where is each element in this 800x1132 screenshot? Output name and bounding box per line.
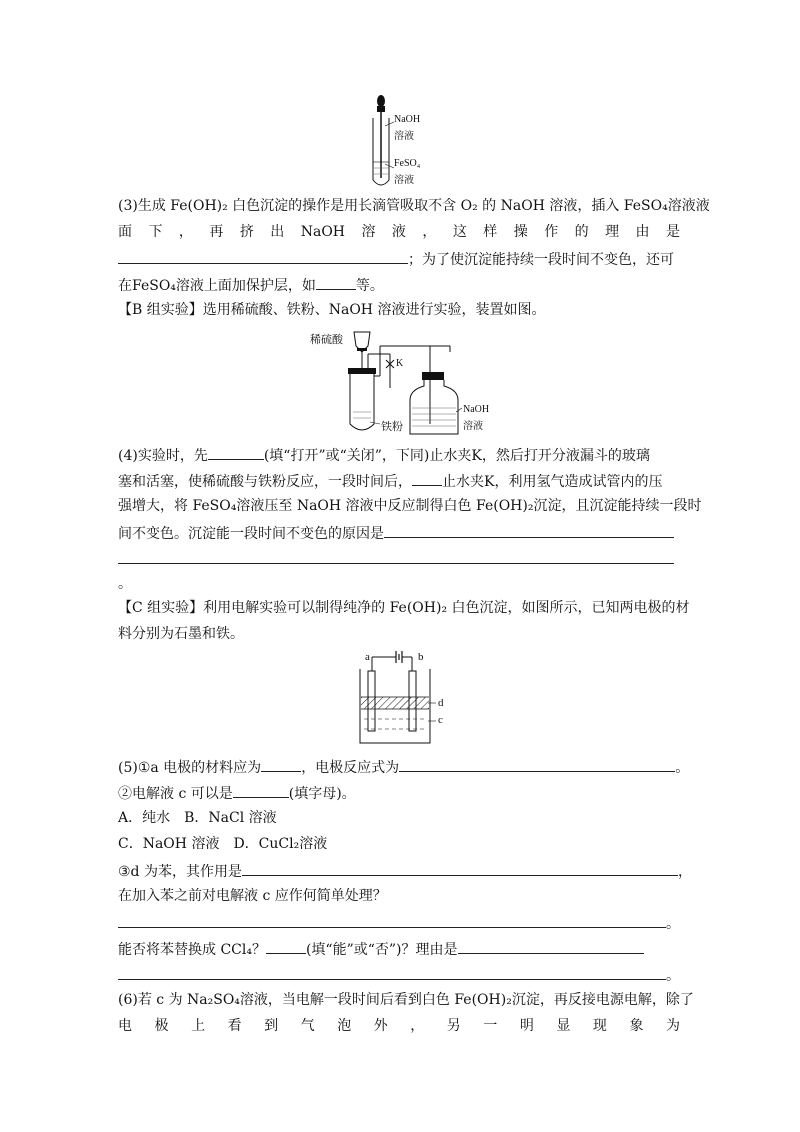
q5-options-ab: A．纯水 B．NaCl 溶液 — [118, 810, 277, 826]
q6-l2-char: 一 — [483, 1018, 498, 1034]
q5-line1 — [118, 756, 689, 778]
q3-l2-char: 理 — [605, 224, 620, 240]
q6-line1: (6)若 c 为 Na₂SO₄溶液，当电解一段时间后看到白色 Fe(OH)₂沉淀，再反接电源电解，除了 — [118, 992, 694, 1008]
q3-l2-char: 这 — [452, 224, 467, 240]
q4-line6: 。 — [118, 576, 132, 592]
q3-l2-char: 是 — [666, 224, 680, 240]
q3-l2-char: 液 — [391, 224, 406, 240]
q5-ccl4-reason-blank[interactable] — [458, 938, 644, 954]
q5-line7-end: 。 — [666, 916, 680, 932]
q3-line4 — [118, 274, 384, 296]
q4-line5 — [118, 548, 674, 570]
q4-line1-text: (4)实验时，先 — [118, 448, 208, 464]
q6-l2-char: 电 — [118, 1018, 132, 1034]
q3-l2-char: 由 — [635, 224, 650, 240]
q5-line1-text: (5)①a 电极的材料应为 — [118, 760, 262, 776]
q3-protect-blank[interactable] — [316, 274, 356, 290]
q3-l2-char: 面 — [118, 224, 132, 240]
q6-l2-char: 极 — [154, 1018, 169, 1034]
q5-line5-end: ， — [677, 864, 692, 880]
groupC-line2: 料分别为石墨和铁。 — [118, 626, 244, 642]
q6-l2-char: 看 — [227, 1018, 242, 1034]
q6-l2-char: 为 — [665, 1018, 680, 1034]
q6-l2-char: 显 — [556, 1018, 571, 1034]
q5-line5-text: ③d 为苯，其作用是 — [118, 864, 242, 880]
q6-l2-char: 另 — [446, 1018, 461, 1034]
q3-l2-char: 作 — [544, 224, 559, 240]
q6-l2-char: 气 — [300, 1018, 315, 1034]
q5-equation-blank[interactable] — [399, 756, 675, 772]
fig3-d-label: d — [438, 697, 444, 709]
q4-line4-text: 间不变色。沉淀能一段时间不变色的原因是 — [118, 526, 384, 542]
q4-line2-tail: 止水夹K，利用氢气造成试管内的压 — [442, 474, 663, 490]
q3-line4-text: 在FeSO₄溶液上面加保护层，如 — [118, 278, 316, 294]
q4-reason-blank-a[interactable] — [384, 522, 674, 538]
groupB-intro: 【B 组实验】选用稀硫酸、铁粉、NaOH 溶液进行实验，装置如图。 — [118, 302, 546, 318]
fig1-naoh-label: NaOH — [394, 114, 421, 125]
q5-line9 — [118, 964, 680, 986]
q3-l2-char: ， — [178, 224, 193, 240]
q3-l2-char: NaOH — [300, 224, 346, 240]
fig1-feso4-label: FeSO₄ — [394, 158, 421, 169]
q3-l2-char: 溶 — [361, 224, 376, 240]
fig3-b-label: b — [418, 651, 424, 663]
q4-line2 — [118, 470, 662, 492]
q5-benzene-blank[interactable] — [242, 860, 678, 876]
q5-line8-text: 能否将苯替换成 CCl₄？ — [118, 942, 266, 958]
q5-line2-text: ②电解液 c 可以是 — [118, 786, 233, 802]
q5-line5 — [118, 860, 692, 882]
q4-reason-blank-b[interactable] — [118, 548, 674, 564]
fig2-iron-label: 铁粉 — [381, 421, 403, 433]
q5-line9-end: 。 — [666, 968, 680, 984]
q3-l2-char: 样 — [483, 224, 498, 240]
q6-l2-char: 外 — [373, 1018, 388, 1034]
q3-l2-char: 下 — [148, 224, 163, 240]
q6-l2-char: 象 — [629, 1018, 644, 1034]
q4-line3: 强增大，将 FeSO₄溶液压至 NaOH 溶液中反应制得白色 Fe(OH)₂沉淀，且沉淀能持续一段时 — [118, 498, 702, 514]
q5-electrolyte-blank[interactable] — [233, 782, 289, 798]
q3-l2-char: 挤 — [239, 224, 254, 240]
q6-l2-char: 现 — [592, 1018, 607, 1034]
q3-l2-char: 的 — [574, 224, 589, 240]
q5-ccl4-reason-blank-b[interactable] — [118, 964, 666, 980]
fig3-c-label: c — [438, 714, 443, 726]
fig1-feso4-sol-label: 溶液 — [394, 175, 414, 186]
q3-reason-blank[interactable] — [118, 248, 408, 264]
q5-line6: 在加入苯之前对电解液 c 应作何简单处理？ — [118, 888, 387, 904]
q3-l2-char: 操 — [513, 224, 528, 240]
q6-l2-char: ， — [410, 1018, 425, 1034]
q3-line1: (3)生成 Fe(OH)₂ 白色沉淀的操作是用长滴管吸取不含 O₂ 的 NaOH 溶液，插入 FeSO₄溶液液 — [118, 198, 710, 214]
fig3-a-label: a — [365, 651, 370, 663]
q4-line4 — [118, 522, 674, 544]
q3-line4-end: 等。 — [355, 278, 384, 294]
q3-l2-char: 出 — [270, 224, 285, 240]
q4-blank2[interactable] — [412, 470, 442, 486]
q5-line8 — [118, 938, 644, 960]
q5-ccl4-blank[interactable] — [266, 938, 306, 954]
q4-blank1[interactable] — [208, 444, 264, 460]
q5-material-blank[interactable] — [261, 756, 301, 772]
q3-l2-char: ， — [422, 224, 437, 240]
q5-line7 — [118, 912, 680, 934]
q6-l2-char: 到 — [264, 1018, 279, 1034]
q4-line1-tail: (填“打开”或“关闭”，下同)止水夹K，然后打开分液漏斗的玻璃 — [263, 448, 650, 464]
groupC-line1: 【C 组实验】利用电解实验可以制得纯净的 Fe(OH)₂ 白色沉淀，如图所示，已知两电极的材 — [118, 600, 690, 616]
fig2-acid-label: 稀硫酸 — [310, 334, 343, 346]
fig2-sol-label: 溶液 — [463, 421, 483, 432]
q4-line1 — [118, 444, 650, 466]
q5-options-cd: C．NaOH 溶液 D．CuCl₂溶液 — [118, 836, 328, 852]
q5-line1-mid: ，电极反应式为 — [301, 760, 400, 776]
q6-l2-char: 上 — [191, 1018, 206, 1034]
q3-line3-tail: ；为了使沉淀能持续一段时间不变色，还可 — [408, 252, 674, 268]
fig2-k-label: K — [396, 358, 404, 369]
fig2-naoh-label: NaOH — [463, 404, 490, 415]
q6-l2-char: 明 — [519, 1018, 534, 1034]
q3-l2-char: 再 — [209, 224, 224, 240]
q4-line2-text: 塞和活塞，使稀硫酸与铁粉反应，一段时间后， — [118, 474, 412, 490]
q5-line2-tail: (填字母)。 — [288, 786, 356, 802]
q3-line3 — [118, 248, 674, 270]
q5-line8-mid: (填“能”或“否”)？理由是 — [305, 942, 458, 958]
q5-treatment-blank[interactable] — [118, 912, 666, 928]
q5-line1-end: 。 — [675, 760, 690, 776]
q6-line2 — [118, 1016, 680, 1036]
q3-line2 — [118, 222, 680, 242]
q6-l2-char: 泡 — [337, 1018, 352, 1034]
q5-line2 — [118, 782, 356, 804]
fig1-naoh-sol-label: 溶液 — [394, 131, 414, 142]
